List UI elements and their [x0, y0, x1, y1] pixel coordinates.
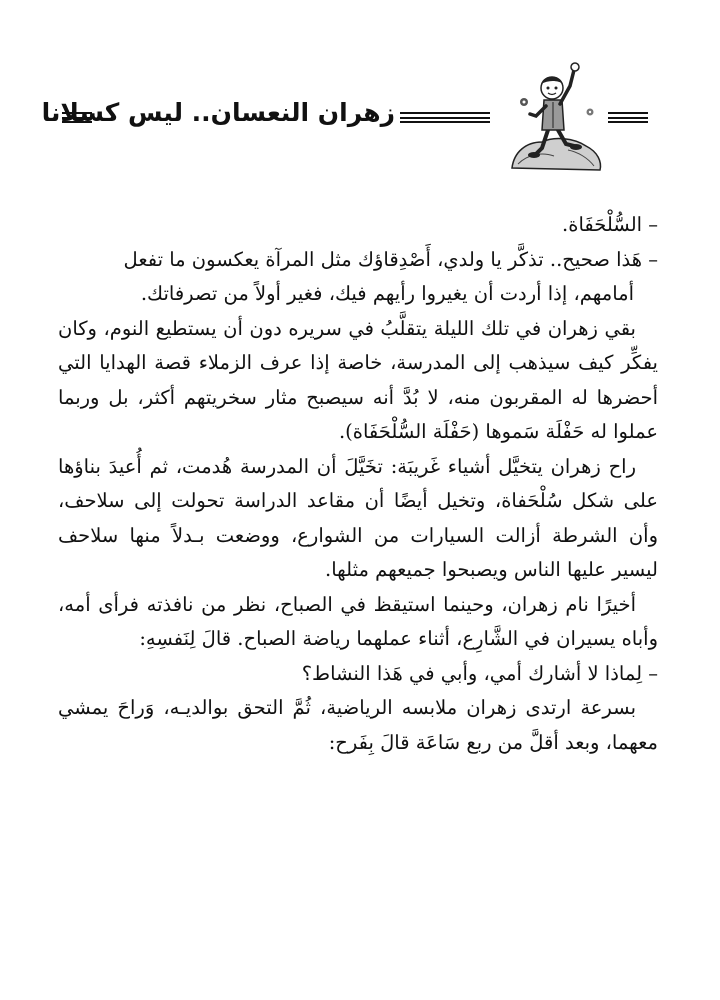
boy-mascot-illustration	[508, 56, 604, 174]
paragraph: بقي زهران في تلك الليلة يتقلَّبُ في سريره دون أن يستطيع النوم، وكان يفكِّر كيف سيذهب إلى المدرسة، خاصة إذا عرف الزملاء قصة الهدايا التي أحضرها له المقربون منه، لا بُدَّ أنه سيصبح مثار سخريتهم أكثر، بل وربما عملوا له حَفْلَة سَموها (حَفْلَة السُّلْحَفَاة).	[58, 316, 658, 443]
title-rule-middle	[400, 112, 490, 123]
title-rule-right	[608, 112, 648, 123]
story-title: زهران النعسان.. ليس كسلانا	[41, 98, 395, 127]
paragraph: راح زهران يتخيَّل أشياء غَريبَة: تخَيَّلَ أن المدرسة هُدمت، ثم أُعيدَ بناؤها على شكل سُلْحَفاة، وتخيل أيضًا أن مقاعد الدراسة تحولت إلى سلاحف، وأن الشرطة أزالت السيارات من الشوارع، ووضعت بـدلاً منها سلاحف ليسير عليها الناس ويصبحوا جميعهم مثلها.	[58, 454, 658, 581]
story-body	[58, 208, 658, 760]
paragraph: بسرعة ارتدى زهران ملابسه الرياضية، ثُمَّ التحق بوالديـه، وَراحَ يمشي معهما، وبعد أقلَّ من ربع سَاعَة قالَ بِفَرح:	[58, 696, 658, 754]
dialogue-continuation: أمامهم، إذا أردت أن يغيروا رأيهم فيك، فغير أولاً من تصرفاتك.	[140, 282, 634, 305]
dialogue-line: – السُّلْحَفَاة.	[562, 213, 658, 236]
dialogue-line: – هَذا صحيح.. تذكَّر يا ولدي، أَصْدِقاؤك مثل المرآة يعكسون ما تفعل	[123, 247, 658, 271]
dialogue-line: – لِماذا لا أشارك أمي، وأبي في هَذا النشاط؟	[301, 661, 658, 685]
page-header	[0, 0, 720, 190]
paragraph: أخيرًا نام زهران، وحينما استيقظ في الصباح، نظر من نافذته فرأى أمه، وأباه يسيران في الشَّارِع، أثناء عملهما رياضة الصباح. قالَ لِنَفسِهِ:	[58, 592, 658, 650]
